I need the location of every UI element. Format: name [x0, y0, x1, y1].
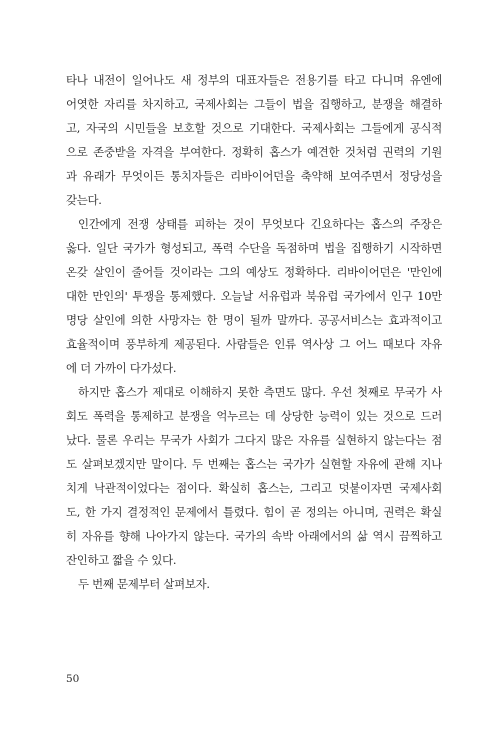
text-line: 과 유래가 무엇이든 통치자들은 리바이어던을 축약해 보여주면서 정당성을 — [66, 169, 442, 183]
text-line: 히 자유를 향해 나아가지 않는다. 국가의 속박 아래에서의 삶 역시 끔찍하고 — [66, 529, 442, 543]
text-line: 잔인하고 짧을 수 있다. — [66, 553, 177, 567]
text-line: 인간에게 전쟁 상태를 피하는 것이 무엇보다 긴요하다는 홉스의 주장은 — [78, 217, 442, 231]
text-line: 어엿한 자리를 차지하고, 국제사회는 그들이 법을 집행하고, 분쟁을 해결하 — [66, 97, 442, 111]
text-line: 갖는다. — [66, 193, 102, 207]
text-line: 온갖 살인이 줄어들 것이라는 그의 예상도 정확하다. 리바이어던은 '만인에 — [66, 265, 442, 279]
text-line: 두 번째 문제부터 살펴보자. — [78, 577, 210, 591]
text-line: 났다. 물론 우리는 무국가 사회가 그다지 많은 자유를 실현하지 않는다는 점 — [66, 433, 442, 447]
paragraph-4 — [66, 572, 442, 596]
paragraph-2 — [66, 212, 442, 380]
text-line: 효율적이며 풍부하게 제공된다. 사람들은 인류 역사상 그 어느 때보다 자유 — [66, 337, 442, 351]
body-text — [66, 68, 442, 596]
text-line: 에 더 가까이 다가섰다. — [66, 361, 177, 375]
paragraph-3 — [66, 380, 442, 572]
text-line: 타나 내전이 일어나도 새 정부의 대표자들은 전용기를 타고 다니며 유엔에 — [66, 73, 442, 87]
text-line: 옳다. 일단 국가가 형성되고, 폭력 수단을 독점하며 법을 집행하기 시작하면 — [66, 241, 442, 255]
paragraph-1 — [66, 68, 442, 212]
text-line: 으로 존중받을 자격을 부여한다. 정확히 홉스가 예견한 것처럼 권력의 기원 — [66, 145, 442, 159]
text-line: 고, 자국의 시민들을 보호할 것으로 기대한다. 국제사회는 그들에게 공식적 — [66, 121, 442, 135]
text-line: 하지만 홉스가 제대로 이해하지 못한 측면도 많다. 우선 첫째로 무국가 사 — [78, 385, 442, 399]
page-number: 50 — [66, 673, 80, 685]
text-line: 치게 낙관적이었다는 점이다. 확실히 홉스는, 그리고 덧붙이자면 국제사회 — [66, 481, 442, 495]
text-line: 대한 만인의' 투쟁을 통제했다. 오늘날 서유럽과 북유럽 국가에서 인구 10만 — [66, 289, 442, 303]
text-line: 회도 폭력을 통제하고 분쟁을 억누르는 데 상당한 능력이 있는 것으로 드러 — [66, 409, 442, 423]
text-line: 도 살펴보겠지만 말이다. 두 번째는 홉스는 국가가 실현할 자유에 관해 지나 — [66, 457, 442, 471]
text-line: 도, 한 가지 결정적인 문제에서 틀렸다. 힘이 곧 정의는 아니며, 권력은 확실 — [66, 505, 442, 519]
text-line: 명당 살인에 의한 사망자는 한 명이 될까 말까다. 공공서비스는 효과적이고 — [66, 313, 442, 327]
